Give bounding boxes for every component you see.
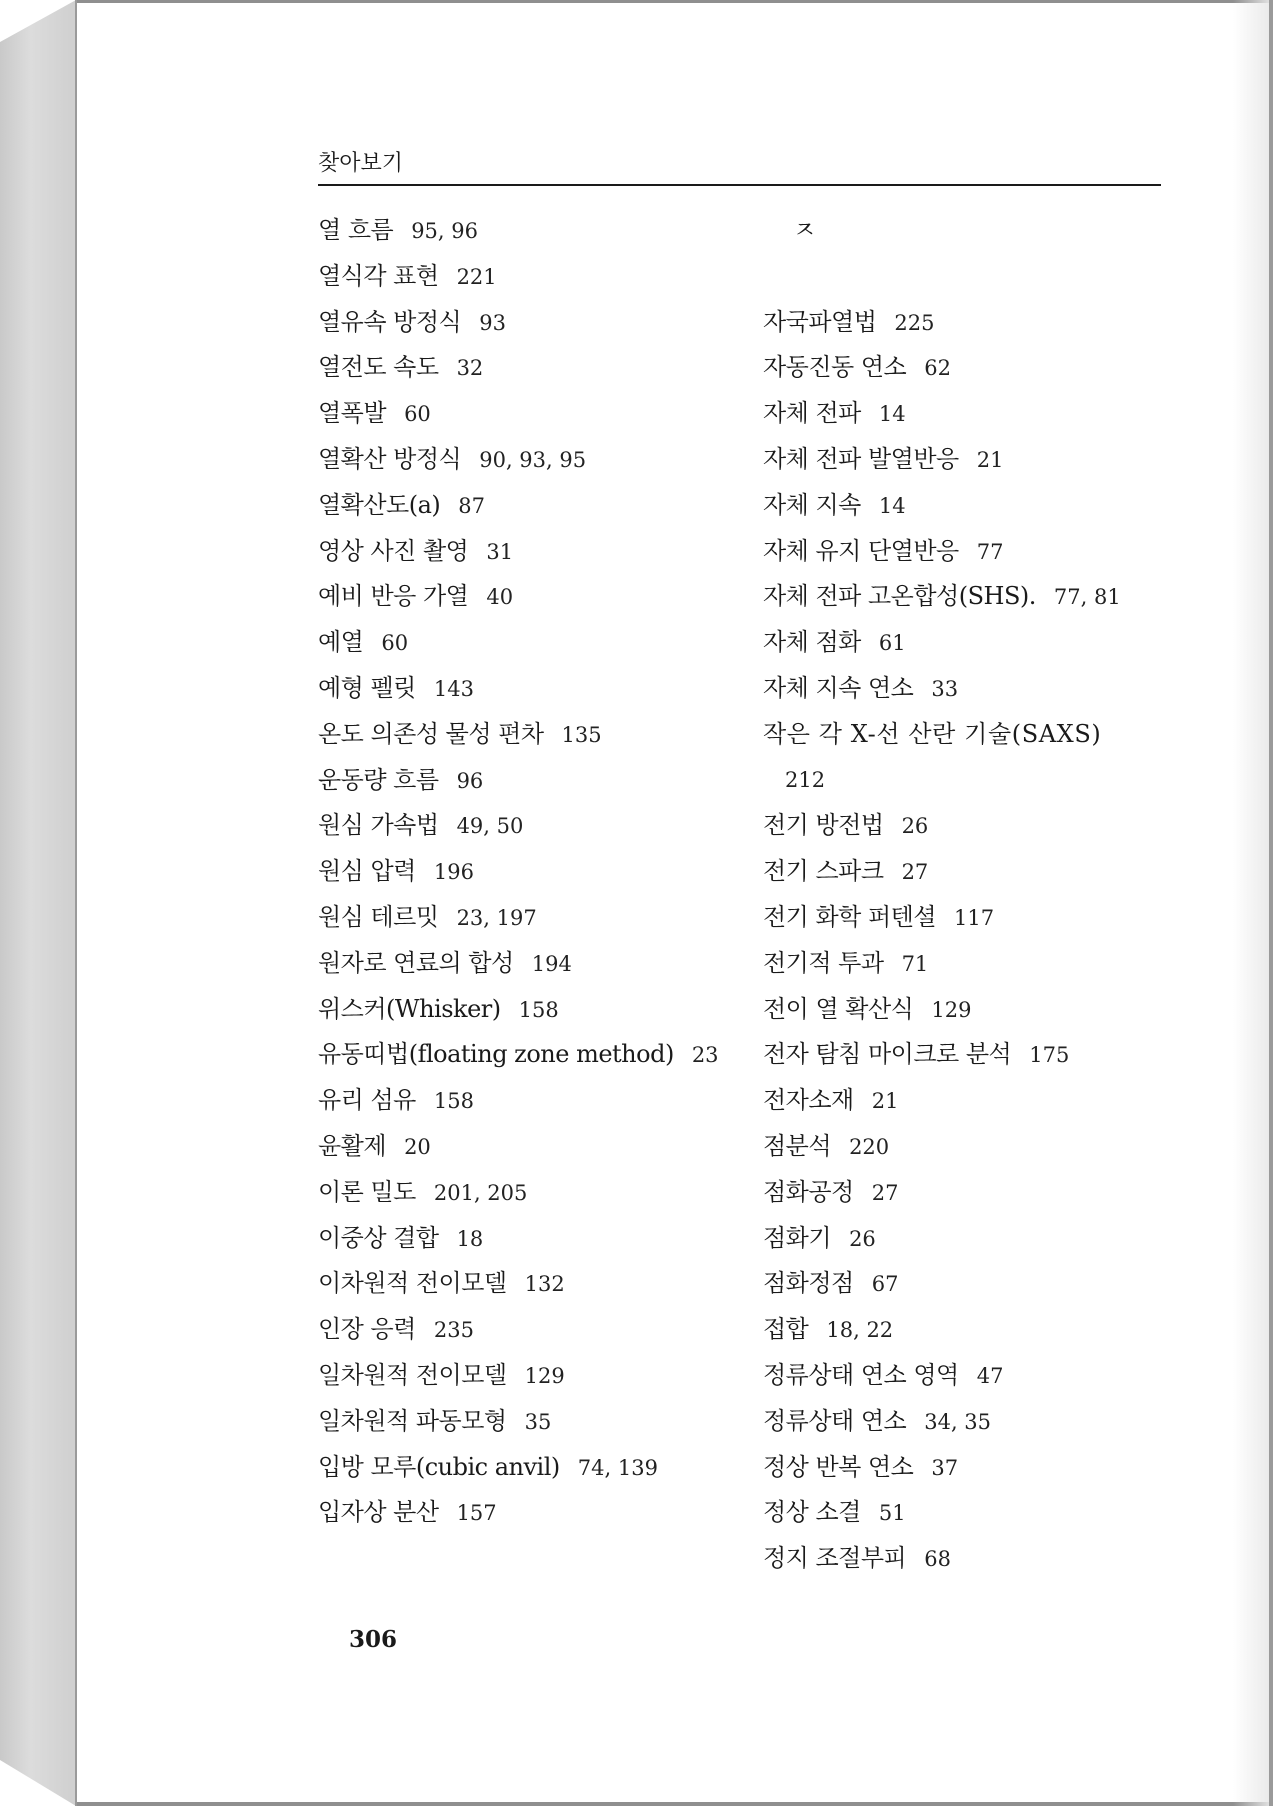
index-entry — [763, 1536, 1183, 1582]
index-pages: 90, 93, 95 — [479, 447, 587, 472]
index-term: 원심 테르밋 — [318, 902, 439, 931]
index-pages: 27 — [871, 1180, 899, 1205]
index-pages: 96 — [456, 768, 484, 793]
index-entry — [318, 1445, 738, 1491]
index-entry — [763, 1170, 1183, 1216]
index-pages: 132 — [524, 1272, 565, 1297]
index-entry — [763, 1399, 1183, 1445]
page-border-bottom — [77, 1802, 1273, 1806]
index-pages: 40 — [486, 585, 514, 610]
index-term: 윤활제 — [318, 1131, 387, 1160]
index-term: 일차원적 전이모델 — [318, 1360, 507, 1389]
index-entry — [318, 1078, 738, 1124]
index-column-right — [763, 208, 1183, 1582]
index-term: 점화공정 — [763, 1177, 854, 1206]
index-pages: 14 — [878, 402, 906, 427]
index-pages: 23, 197 — [456, 905, 537, 930]
index-term: 점화기 — [763, 1223, 832, 1252]
index-pages: 196 — [433, 860, 474, 885]
index-entry — [763, 1261, 1183, 1307]
index-term: 정류상태 연소 영역 — [763, 1360, 959, 1389]
index-term: 자체 전파 고온합성(SHS). — [763, 582, 1036, 611]
index-pages: 14 — [878, 493, 906, 518]
index-term: 열 흐름 — [318, 216, 394, 244]
index-pages: 93 — [479, 310, 506, 335]
index-entry — [763, 345, 1183, 391]
index-entry — [318, 529, 738, 575]
index-pages: 33 — [931, 676, 959, 701]
index-pages: 158 — [518, 997, 559, 1022]
index-entry — [318, 803, 738, 849]
index-entry — [763, 1490, 1183, 1536]
index-entry — [318, 666, 738, 712]
index-pages: 23 — [691, 1043, 719, 1068]
index-term: 온도 의존성 물성 편차 — [318, 719, 544, 748]
index-term: 전기 스파크 — [763, 857, 884, 886]
index-term: 정지 조절부피 — [763, 1544, 907, 1573]
index-pages: 21 — [871, 1089, 899, 1114]
index-entry — [318, 437, 738, 483]
index-entry — [318, 1307, 738, 1353]
index-entry — [318, 620, 738, 666]
index-column-left — [318, 208, 738, 1536]
index-pages: 18, 22 — [826, 1318, 894, 1343]
index-entry — [763, 1445, 1183, 1491]
index-pages: 32 — [456, 356, 484, 381]
header-rule — [318, 184, 1161, 186]
index-entry — [318, 1353, 738, 1399]
index-entry — [318, 1490, 738, 1536]
index-pages: 77, 81 — [1053, 585, 1121, 610]
index-pages: 21 — [976, 447, 1004, 472]
index-entry — [763, 1353, 1183, 1399]
index-term: 열확산도(a) — [318, 490, 441, 519]
index-term: 위스커(Whisker) — [318, 994, 501, 1023]
index-term: 이차원적 전이모델 — [318, 1269, 507, 1298]
index-term: 열유속 방정식 — [318, 307, 462, 336]
index-pages: 158 — [433, 1089, 474, 1114]
index-entry — [763, 666, 1183, 712]
index-term: 일차원적 파동모형 — [318, 1406, 507, 1435]
index-entry — [318, 758, 738, 804]
index-entry — [763, 1124, 1183, 1170]
index-term: 자국파열법 — [763, 307, 877, 336]
index-entry — [763, 895, 1183, 941]
index-entry — [318, 574, 738, 620]
index-pages: 221 — [456, 264, 497, 289]
index-pages: 175 — [1029, 1043, 1070, 1068]
index-entry — [318, 1399, 738, 1445]
index-pages: 67 — [871, 1272, 899, 1297]
index-term: 입방 모루(cubic anvil) — [318, 1452, 560, 1481]
index-list-right-b — [763, 803, 1183, 1582]
index-term: 입자상 분산 — [318, 1498, 439, 1527]
index-entry — [763, 391, 1183, 437]
index-entry — [318, 1216, 738, 1262]
index-term: 열폭발 — [318, 399, 387, 428]
index-term: 열확산 방정식 — [318, 444, 462, 473]
index-entry — [318, 1261, 738, 1307]
index-term: 예형 펠릿 — [318, 673, 416, 702]
index-entry — [763, 849, 1183, 895]
index-entry-wrapped — [763, 712, 1183, 804]
index-entry — [318, 254, 738, 300]
index-pages: 51 — [878, 1501, 906, 1526]
index-term: 전이 열 확산식 — [763, 994, 914, 1023]
index-term: 자체 지속 — [763, 490, 861, 519]
index-pages: 34, 35 — [924, 1409, 992, 1434]
index-term: 정상 소결 — [763, 1498, 861, 1527]
index-pages: 235 — [433, 1318, 474, 1343]
index-pages: 117 — [954, 905, 995, 930]
index-page — [77, 0, 1273, 1806]
index-term: 전기 방전법 — [763, 811, 884, 840]
index-entry — [318, 391, 738, 437]
index-term: 자체 지속 연소 — [763, 673, 914, 702]
index-entry — [318, 300, 738, 346]
index-entry — [318, 345, 738, 391]
index-term: 열전도 속도 — [318, 353, 439, 382]
index-pages: 220 — [849, 1134, 890, 1159]
index-term: 자체 점화 — [763, 628, 861, 657]
index-entry — [318, 1032, 738, 1078]
index-term: 전기적 투과 — [763, 948, 884, 977]
index-pages: 61 — [878, 631, 906, 656]
index-pages: 129 — [524, 1363, 565, 1388]
index-entry — [763, 803, 1183, 849]
index-term: 정류상태 연소 — [763, 1406, 907, 1435]
index-term: 자체 전파 — [763, 399, 861, 428]
index-term: 이론 밀도 — [318, 1177, 416, 1206]
index-entry — [763, 941, 1183, 987]
index-pages: 71 — [901, 951, 929, 976]
index-term: 원자로 연료의 합성 — [318, 948, 514, 977]
index-term: 예열 — [318, 628, 364, 657]
index-pages: 212 — [785, 767, 826, 792]
index-entry — [318, 895, 738, 941]
index-term: 정상 반복 연소 — [763, 1452, 914, 1481]
index-pages: 37 — [931, 1455, 959, 1480]
index-pages: 47 — [976, 1363, 1004, 1388]
page-number: 306 — [349, 1626, 398, 1653]
index-pages: 27 — [901, 860, 929, 885]
index-term: 원심 가속법 — [318, 811, 439, 840]
index-pages: 60 — [381, 631, 409, 656]
index-pages: 194 — [531, 951, 572, 976]
section-letter-heading: ㅈ — [793, 216, 817, 244]
index-term: 점화정점 — [763, 1269, 854, 1298]
index-pages: 143 — [433, 676, 474, 701]
index-term: 영상 사진 촬영 — [318, 536, 469, 565]
index-entry — [318, 1170, 738, 1216]
index-entry — [318, 208, 738, 254]
index-term: 작은 각 X-선 산란 기술(SAXS) — [763, 719, 1102, 748]
index-entry — [763, 1307, 1183, 1353]
index-entry — [318, 712, 738, 758]
index-entry — [763, 620, 1183, 666]
page-edge-shadow — [1233, 0, 1273, 1806]
index-entry — [763, 437, 1183, 483]
index-pages: 62 — [924, 356, 951, 381]
index-term: 전자 탐침 마이크로 분석 — [763, 1040, 1012, 1069]
index-term: 유동띠법(floating zone method) — [318, 1040, 674, 1069]
index-term: 접합 — [763, 1315, 809, 1344]
index-pages: 74, 139 — [577, 1455, 658, 1480]
index-pages: 26 — [849, 1226, 876, 1251]
index-entry — [763, 529, 1183, 575]
index-pages: 35 — [524, 1409, 552, 1434]
index-pages: 225 — [894, 310, 935, 335]
index-term: 자동진동 연소 — [763, 353, 907, 382]
index-entry — [318, 987, 738, 1033]
index-entry — [318, 941, 738, 987]
index-entry — [763, 1216, 1183, 1262]
index-term: 유리 섬유 — [318, 1086, 416, 1115]
index-term: 전기 화학 퍼텐셜 — [763, 902, 937, 931]
index-pages: 68 — [924, 1547, 951, 1572]
index-entry — [763, 483, 1183, 529]
index-term: 예비 반응 가열 — [318, 582, 469, 611]
index-term: 운동량 흐름 — [318, 765, 439, 794]
index-pages: 95, 96 — [411, 219, 478, 243]
index-term: 전자소재 — [763, 1086, 854, 1115]
index-pages: 49, 50 — [456, 814, 524, 839]
index-pages: 129 — [931, 997, 972, 1022]
index-term: 점분석 — [763, 1131, 832, 1160]
index-pages: 31 — [486, 539, 514, 564]
index-term: 자체 전파 발열반응 — [763, 444, 959, 473]
index-entry — [318, 1124, 738, 1170]
index-pages: 26 — [901, 814, 929, 839]
index-entry — [763, 987, 1183, 1033]
index-term: 원심 압력 — [318, 857, 416, 886]
page-border-top — [77, 0, 1273, 3]
index-entry — [763, 574, 1183, 620]
index-pages: 77 — [976, 539, 1004, 564]
book-spine — [0, 0, 76, 1806]
section-spacer — [763, 254, 1183, 300]
index-entry — [763, 300, 1183, 346]
index-entry — [763, 1078, 1183, 1124]
index-pages: 87 — [458, 493, 486, 518]
index-pages: 60 — [404, 402, 431, 427]
index-entry — [318, 483, 738, 529]
index-term: 열식각 표현 — [318, 261, 439, 290]
index-pages: 18 — [456, 1226, 484, 1251]
running-head: 찾아보기 — [318, 151, 404, 176]
index-term: 이중상 결합 — [318, 1223, 439, 1252]
index-pages: 20 — [404, 1134, 431, 1159]
index-pages: 135 — [561, 722, 602, 747]
index-entry — [763, 1032, 1183, 1078]
index-term: 자체 유지 단열반응 — [763, 536, 959, 565]
index-list-right-a — [763, 300, 1183, 712]
page-border-right — [1269, 0, 1273, 1806]
index-pages: 201, 205 — [433, 1180, 528, 1205]
index-term: 인장 응력 — [318, 1315, 416, 1344]
index-pages: 157 — [456, 1501, 497, 1526]
index-entry — [318, 849, 738, 895]
